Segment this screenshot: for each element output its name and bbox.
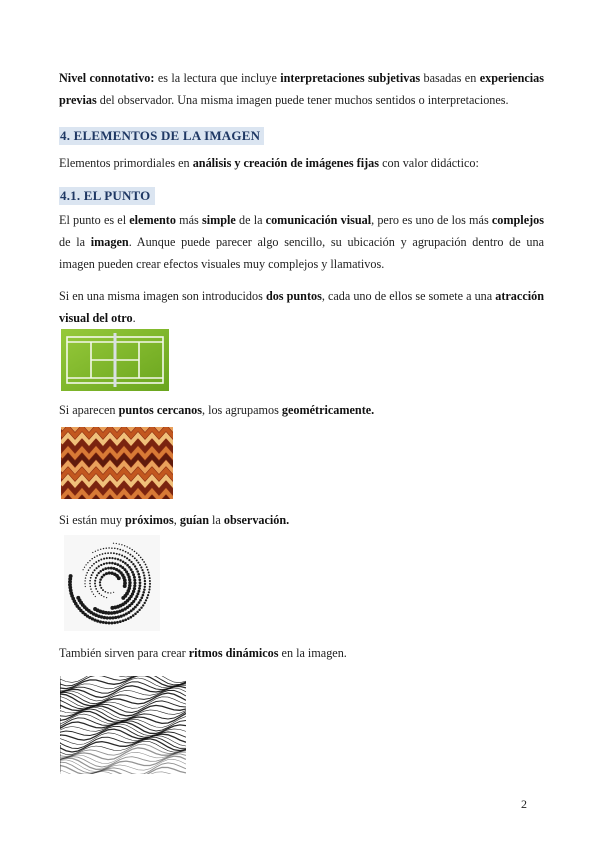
spiral-dot: [116, 553, 118, 555]
spiral-dot: [93, 594, 94, 595]
spiral-dot: [108, 571, 111, 574]
spiral-dot: [76, 596, 80, 600]
spiral-dot: [96, 555, 98, 557]
spiral-dot: [123, 584, 127, 588]
spiral-dot: [129, 554, 131, 556]
spiral-dot: [132, 573, 135, 576]
spiral-dot: [117, 615, 120, 618]
p2-text-2: , cada uno de ellos se somete a una: [321, 289, 496, 303]
p4-text-2: ,: [173, 513, 180, 527]
spiral-dot: [137, 573, 140, 576]
spiral-dot: [84, 583, 85, 584]
spiral-dot: [136, 570, 139, 573]
spiral-dot: [144, 583, 146, 585]
spiral-dot: [108, 616, 111, 619]
spiral-dot: [104, 591, 106, 593]
spiral-dot: [100, 587, 102, 589]
spiral-dot: [113, 621, 116, 624]
spiral-dot: [114, 557, 116, 559]
spiral-dot: [101, 576, 104, 579]
s4-bold-1: análisis y creación de imágenes fijas: [192, 156, 380, 170]
p2-text-1: Si en una misma imagen son introducidos: [59, 289, 266, 303]
spiral-dot: [102, 568, 105, 571]
spiral-dot: [128, 566, 131, 569]
spiral-dot: [132, 563, 134, 565]
spiral-dot: [148, 591, 150, 593]
spiral-dot: [118, 553, 120, 555]
p3-text-1: Si aparecen: [59, 403, 119, 417]
spiral-dot: [140, 566, 142, 568]
spiral-dot: [104, 567, 107, 570]
spiral-dot: [120, 615, 123, 618]
spiral-dot: [143, 574, 145, 576]
spiral-dot: [102, 589, 104, 591]
p5-text-2: en la imagen.: [278, 646, 347, 660]
spiral-dot: [100, 559, 102, 561]
p1-text-6: . Aunque puede parecer algo sencillo, su ubicación y agrupación dentro de una imagen pueden crear efectos visuales muy complejos y llamativos.: [59, 235, 544, 271]
p2-bold-2: atracción visual del otro: [59, 289, 544, 325]
spiral-dot: [127, 546, 128, 547]
spiral-dot: [149, 583, 151, 585]
spiral-dot: [136, 552, 138, 554]
p3-bold-2: geométricamente.: [281, 403, 375, 417]
spiral-dot: [148, 572, 150, 574]
spiral-dot: [121, 554, 123, 556]
spiral-dot: [139, 584, 142, 587]
spiral-dot: [138, 609, 140, 611]
spiral-dot: [108, 562, 111, 565]
spiral-dot: [126, 564, 129, 567]
spiral-dot: [117, 576, 121, 580]
intro-bold-3: experiencias previas: [59, 71, 544, 107]
spiral-dot: [142, 559, 144, 561]
spiral-dot: [138, 587, 141, 590]
spiral-dot: [98, 565, 100, 567]
spiral-dot: [107, 567, 110, 570]
spiral-dot: [119, 620, 122, 623]
spiral-dot: [146, 566, 148, 568]
spiral-dot: [110, 622, 113, 625]
spiral-dot: [99, 593, 101, 595]
spiral-dot: [99, 554, 101, 556]
spiral-dot: [106, 557, 108, 559]
spiral-dot: [105, 572, 108, 575]
spiral-dot: [105, 562, 107, 564]
spiral-dot: [127, 575, 130, 578]
spiral-dot: [94, 583, 96, 585]
spiral-dot: [107, 592, 109, 594]
spiral-dot: [103, 558, 105, 560]
spiral-dot: [111, 547, 113, 549]
p1-text-4: , pero es uno de los más: [371, 213, 492, 227]
spiral-dot: [128, 578, 131, 581]
p1-text-2: más: [175, 213, 202, 227]
spiral-dot: [108, 622, 111, 625]
spiral-dot: [106, 597, 107, 598]
spiral-dot: [102, 621, 105, 624]
spiral-dot: [129, 547, 130, 548]
p5-text-1: También sirven para crear: [59, 646, 189, 660]
spiral-dot: [110, 606, 114, 610]
spiral-dot: [134, 557, 136, 559]
spiral-dot: [132, 614, 135, 617]
spiral-dot: [94, 580, 96, 582]
tennis-court-image: [61, 329, 169, 391]
spiral-dot: [108, 547, 109, 548]
spiral-dot: [130, 561, 132, 563]
spiral-dot: [137, 590, 140, 593]
spiral-dot: [117, 548, 119, 550]
spiral-dot: [117, 563, 120, 566]
spiral-dot: [93, 563, 95, 565]
p1-bold-1: elemento: [129, 213, 176, 227]
spiral-dot: [100, 549, 101, 550]
spiral-dot: [102, 553, 104, 555]
spiral-dot: [137, 562, 139, 564]
spiral-dot: [89, 567, 91, 569]
spiral-dot: [91, 591, 92, 592]
spiral-dot: [90, 588, 91, 589]
spiral-dot: [124, 545, 125, 546]
spiral-dot: [140, 596, 143, 599]
spiral-dot: [96, 567, 98, 569]
spiral-dot: [111, 562, 114, 565]
spiral-dot: [89, 560, 90, 561]
spiral-dot: [99, 578, 102, 581]
spiral-dot: [89, 580, 91, 582]
spiral-dot: [98, 572, 100, 574]
p4-bold-2: guían: [179, 513, 209, 527]
spiral-dot: [148, 574, 150, 576]
spiral-dot: [124, 556, 126, 558]
spiral-dot: [111, 616, 114, 619]
spiral-dot: [106, 547, 107, 548]
spiral-dot: [113, 552, 115, 554]
spiral-dot: [142, 572, 144, 574]
spiral-dot: [147, 594, 149, 596]
spiral-dot: [131, 571, 134, 574]
spiral-dot: [138, 554, 140, 556]
p1-bold-4: complejos: [491, 213, 544, 227]
spiral-dot: [127, 617, 130, 620]
spiral-dot: [99, 570, 102, 573]
intro-paragraph: [59, 67, 544, 111]
spiral-dot: [91, 574, 93, 576]
s4-text-2: con valor didáctico:: [379, 156, 479, 170]
spiral-dot: [85, 575, 86, 576]
spiral-dot: [144, 580, 146, 582]
spiral-dot: [95, 577, 97, 579]
spiral-dot: [126, 557, 128, 559]
spiral-dot: [114, 616, 117, 619]
spiral-dot: [143, 588, 146, 591]
spiral-dot: [83, 569, 84, 570]
spiral-dot: [84, 567, 85, 568]
spiral-dot: [116, 543, 117, 544]
spiral-dot: [146, 597, 148, 599]
section-4-1-heading: 4.1. EL PUNTO: [59, 187, 155, 205]
spiral-dot: [145, 564, 147, 566]
spiral-dot: [111, 557, 113, 559]
spiral-dot: [94, 569, 96, 571]
spiral-dot: [148, 588, 150, 590]
spiral-dot: [90, 577, 92, 579]
spiral-dot: [85, 586, 86, 587]
spiral-dot: [138, 601, 141, 604]
spiral-dot: [140, 606, 142, 608]
spiral-dot: [92, 572, 94, 574]
spiral-dot: [130, 568, 133, 571]
dot-spiral-image: [64, 535, 160, 631]
spiral-dot: [136, 559, 138, 561]
spiral-dot: [133, 587, 136, 590]
spiral-dot: [125, 551, 127, 553]
p2-bold-1: dos puntos: [265, 289, 322, 303]
section-4-paragraph: [59, 152, 544, 174]
spiral-dot: [132, 555, 134, 557]
spiral-dot: [144, 586, 146, 588]
spiral-dot: [133, 576, 136, 579]
p4-text-1: Si están muy: [59, 513, 126, 527]
spiral-dot: [109, 557, 111, 559]
spiral-dot: [138, 578, 141, 581]
spiral-dot: [133, 581, 136, 584]
spiral-dot: [114, 562, 117, 565]
spiral-dot: [94, 557, 96, 559]
spiral-dot: [134, 551, 136, 553]
spiral-dot: [99, 581, 101, 583]
spiral-dot: [100, 564, 102, 566]
p3-bold-1: puntos cercanos: [118, 403, 202, 417]
spiral-dot: [93, 607, 97, 611]
intro-text-2: basadas en: [420, 71, 480, 85]
punto-paragraph-2: [59, 285, 544, 329]
spiral-dot: [133, 579, 136, 582]
spiral-dot: [104, 553, 106, 555]
spiral-dot: [139, 564, 141, 566]
spiral-dot: [149, 580, 151, 582]
punto-paragraph-4: [59, 509, 544, 531]
spiral-dot: [141, 569, 143, 571]
spiral-dot: [119, 559, 121, 561]
punto-paragraph-3: [59, 399, 544, 421]
spiral-dot: [85, 577, 86, 578]
spiral-dot: [121, 596, 125, 600]
spiral-dot: [124, 618, 127, 621]
spiral-dot: [69, 574, 73, 578]
spiral-dot: [113, 543, 114, 544]
p1-text-3: de la: [235, 213, 266, 227]
p2-text-3: .: [132, 311, 136, 325]
spiral-dot: [145, 599, 147, 601]
spiral-dot: [107, 552, 109, 554]
spiral-dot: [96, 620, 99, 623]
spiral-dot: [142, 594, 145, 597]
spiral-dot: [124, 562, 127, 565]
spiral-dot: [103, 596, 104, 597]
spiral-dot: [136, 611, 139, 614]
spiral-dot: [95, 561, 97, 563]
spiral-dot: [110, 592, 111, 593]
spiral-dot: [84, 580, 85, 581]
spiral-dot: [136, 592, 139, 595]
spiral-dot: [149, 577, 151, 579]
spiral-dot: [95, 596, 96, 597]
spiral-dot: [134, 565, 136, 567]
spiral-dot: [122, 550, 124, 552]
spiral-dot: [89, 583, 91, 585]
spiral-dot: [97, 549, 98, 550]
p4-bold-1: próximos: [125, 513, 174, 527]
spiral-dot: [147, 569, 149, 571]
spiral-dot: [128, 559, 130, 561]
spiral-dot: [99, 584, 101, 586]
spiral-dot: [103, 563, 105, 565]
spiral-dot: [142, 604, 144, 606]
intro-bold-1: Nivel connotativo:: [59, 71, 155, 85]
spiral-dot: [96, 574, 98, 576]
p4-text-3: la: [209, 513, 224, 527]
knit-stripe: [61, 427, 173, 429]
punto-paragraph-1: [59, 209, 544, 275]
page-number: 2: [521, 797, 527, 811]
spiral-dot: [134, 613, 137, 616]
intro-text-3: del observador. Una misma imagen puede tener muchos sentidos o interpretaciones.: [96, 93, 509, 107]
spiral-dot: [110, 567, 113, 570]
spiral-dot: [85, 564, 86, 565]
spiral-dot: [113, 592, 114, 593]
p5-bold-1: ritmos dinámicos: [188, 646, 279, 660]
p1-text-5: de la: [59, 235, 91, 249]
spiral-dot: [88, 569, 90, 571]
spiral-dot: [110, 552, 112, 554]
punto-paragraph-5: [59, 642, 544, 664]
spiral-dot: [91, 565, 93, 567]
s4-text-1: Elementos primordiales en: [59, 156, 193, 170]
spiral-dot: [103, 548, 104, 549]
spiral-dot: [119, 543, 120, 544]
spiral-dot: [92, 552, 93, 553]
spiral-dot: [149, 586, 151, 588]
spiral-dot: [101, 595, 102, 596]
knit-zigzag-image: [61, 427, 173, 499]
spiral-dot: [131, 549, 132, 550]
spiral-dot: [138, 576, 141, 579]
spiral-dot: [142, 591, 145, 594]
spiral-dot: [103, 574, 106, 577]
spiral-dot: [97, 591, 99, 593]
spiral-dot: [135, 568, 137, 570]
spiral-dot: [90, 586, 92, 588]
spiral-dot: [144, 602, 146, 604]
spiral-dot: [140, 557, 142, 559]
spiral-dot: [116, 621, 119, 624]
section-4-heading: 4. ELEMENTOS DE LA IMAGEN: [59, 127, 264, 145]
spiral-dot: [119, 549, 121, 551]
intro-bold-2: interpretaciones subjetivas: [280, 71, 421, 85]
spiral-dot: [95, 588, 97, 590]
spiral-dot: [86, 572, 88, 574]
p1-bold-5: imagen: [90, 235, 129, 249]
spiral-dot: [94, 585, 96, 587]
spiral-dot: [105, 621, 108, 624]
spiral-dot: [136, 604, 139, 607]
spiral-dot: [121, 544, 122, 545]
spiral-dot: [117, 558, 119, 560]
spiral-dot: [98, 560, 100, 562]
spiral-dot: [122, 619, 125, 622]
spiral-dot: [133, 584, 136, 587]
p3-text-2: , los agrupamos: [201, 403, 282, 417]
p1-bold-3: comunicación visual: [265, 213, 372, 227]
p4-bold-3: observación.: [223, 513, 290, 527]
p1-text-1: El punto es el: [59, 213, 130, 227]
spiral-dot: [139, 599, 142, 602]
p1-bold-2: simple: [201, 213, 236, 227]
spiral-dot: [99, 620, 102, 623]
spiral-dot: [144, 577, 146, 579]
intro-text-1: es la lectura que incluye: [154, 71, 281, 85]
spiral-dot: [95, 551, 96, 552]
spiral-dot: [91, 558, 92, 559]
spiral-dot: [114, 548, 116, 550]
spiral-dot: [87, 562, 88, 563]
spiral-dot: [127, 552, 129, 554]
spiral-dot: [122, 560, 125, 563]
spiral-dot: [129, 616, 132, 619]
spiral-dot: [139, 581, 142, 584]
dynamic-rhythm-image: [60, 676, 186, 774]
spiral-dot: [122, 614, 125, 617]
spiral-dot: [143, 561, 145, 563]
